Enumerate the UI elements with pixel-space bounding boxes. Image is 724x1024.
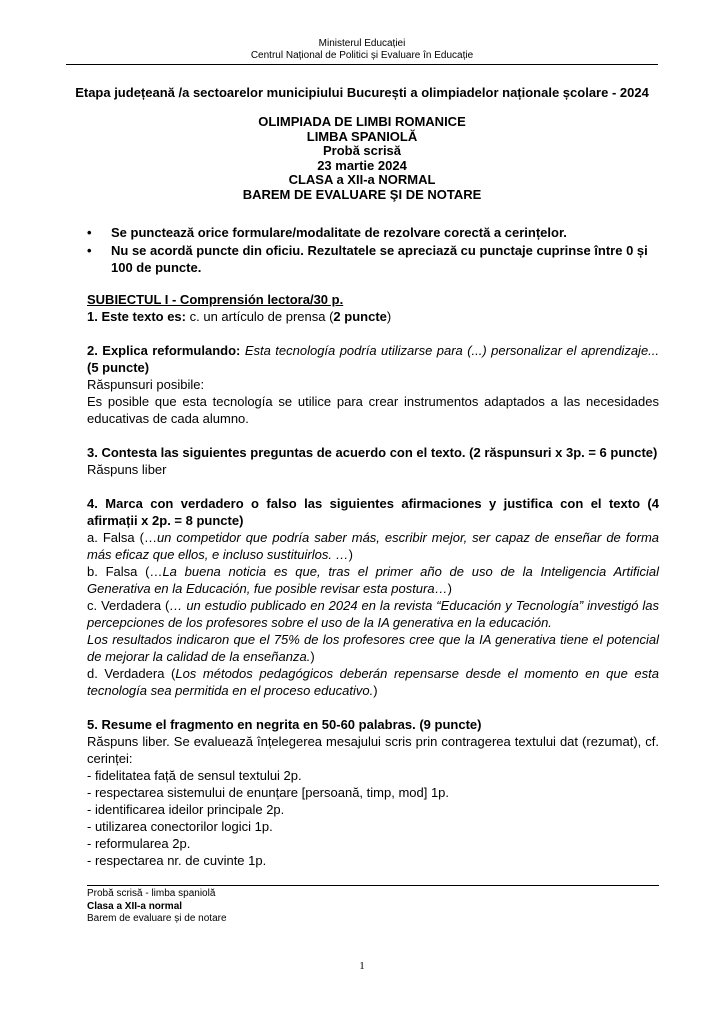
q2-quote: Esta tecnología podría utilizarse para (...) personalizar el aprendizaje... bbox=[240, 343, 660, 358]
q5-criterion: - reformularea 2p. bbox=[87, 836, 191, 851]
q5-criterion: - respectarea sistemului de enunțare [persoană, timp, mod] 1p. bbox=[87, 785, 450, 800]
q5-criterion: - fidelitatea față de sensul textului 2p. bbox=[87, 768, 302, 783]
q5-criterion: - respectarea nr. de cuvinte 1p. bbox=[87, 853, 267, 868]
footer-line-2: Clasa a XII-a normal bbox=[87, 900, 183, 912]
q1-answer: c. un artículo de prensa ( bbox=[186, 309, 334, 324]
q1-close: ) bbox=[386, 309, 392, 324]
q3-answer: Răspuns liber bbox=[87, 462, 167, 477]
page-footer bbox=[87, 888, 659, 926]
q2-answer: Es posible que esta tecnología se utilice para crear instrumentos adaptados a las necesidades educativas de cada alumno. bbox=[87, 394, 659, 426]
question-2 bbox=[87, 342, 659, 376]
q5-intro: Răspuns liber. Se evaluează înțelegerea mesajului scris prin contragerea textului dat (rezumat), cf. cerinței: bbox=[87, 734, 659, 766]
q2-label: 2. Explica reformulando: bbox=[87, 343, 241, 358]
exam-date: 23 martie 2024 bbox=[317, 157, 407, 173]
question-5: 5. Resume el fragmento en negrita en 50-60 palabras. (9 puncte) bbox=[87, 717, 482, 732]
q5-criterion: - identificarea ideilor principale 2p. bbox=[87, 802, 285, 817]
rules-list bbox=[87, 224, 659, 277]
question-4: 4. Marca con verdadero o falso las siguientes afirmaciones y justifica con el texto (4 afirmații x 2p. = 8 puncte) bbox=[87, 496, 659, 528]
header-divider bbox=[66, 64, 658, 65]
q4-item-b: b. Falsa (…La buena noticia es que, tras el primer año de uso de la Inteligencia Artificial Generativa en la Educación, fue posible revisar esta postura…) bbox=[87, 564, 660, 596]
q2-points: (5 puncte) bbox=[87, 360, 150, 375]
q4-item-d: d. Verdadera (Los métodos pedagógicos deberán repensarse desde el momento en que esta tecnología sea permitida en el proceso educativo.) bbox=[87, 666, 659, 698]
scale-title: BAREM DE EVALUARE ŞI DE NOTARE bbox=[242, 186, 482, 202]
ministry-name: Ministerul Educației bbox=[318, 38, 406, 49]
language-title: LIMBA SPANIOLĂ bbox=[306, 128, 418, 144]
rule-item: • Se punctează orice formulare/modalitate de rezolvare corectă a cerințelor. bbox=[87, 224, 659, 241]
olympiad-title: OLIMPIADA DE LIMBI ROMANICE bbox=[258, 114, 466, 129]
section-title: SUBIECTUL I - Comprensión lectora/30 p. bbox=[87, 292, 344, 307]
exam-type: Probă scrisă bbox=[322, 143, 402, 158]
class-title: CLASA a XII-a NORMAL bbox=[288, 172, 436, 187]
question-1 bbox=[87, 308, 659, 325]
title-block bbox=[66, 115, 658, 202]
footer-line-3: Barem de evaluare și de notare bbox=[87, 913, 227, 924]
question-3: 3. Contesta las siguientes preguntas de acuerdo con el texto. (2 răspunsuri x 3p. = 6 puncte) bbox=[87, 445, 658, 460]
rule-item: • Nu se acordă puncte din oficiu. Rezultatele se apreciază cu punctaje cuprinse între 0 și 100 de puncte. bbox=[87, 242, 659, 276]
q1-label: 1. Este texto es: bbox=[87, 309, 186, 324]
page-number: 1 bbox=[359, 960, 365, 972]
footer-line-1: Probă scrisă - limba spaniolă bbox=[87, 888, 216, 899]
stage-title: Etapa județeană /a sectoarelor municipiului București a olimpiadelor naționale școlare - 2024 bbox=[75, 85, 649, 100]
center-name: Centrul Național de Politici și Evaluare în Educație bbox=[250, 50, 474, 61]
q4-item-c: c. Verdadera (… un estudio publicado en 2024 en la revista “Educación y Tecnología” investigó las percepciones de los profesores sobre el uso de la IA generativa en la educación. bbox=[87, 598, 659, 630]
q4-item-a: a. Falsa (…un competidor que podría saber más, escribir mejor, ser capaz de enseñar de forma más eficaz que ellos, e incluso sustituirlos. …) bbox=[87, 530, 660, 562]
page-header bbox=[66, 38, 658, 62]
footer-divider bbox=[87, 885, 659, 886]
q1-points: 2 puncte bbox=[333, 309, 387, 324]
q2-possible-label: Răspunsuri posibile: bbox=[87, 377, 205, 392]
q4-item-c-continued: Los resultados indicaron que el 75% de los profesores cree que la IA generativa tiene el potencial de mejorar la calidad de la enseñanza.) bbox=[87, 632, 659, 664]
q5-criterion: - utilizarea conectorilor logici 1p. bbox=[87, 819, 273, 834]
main-content bbox=[87, 291, 659, 869]
